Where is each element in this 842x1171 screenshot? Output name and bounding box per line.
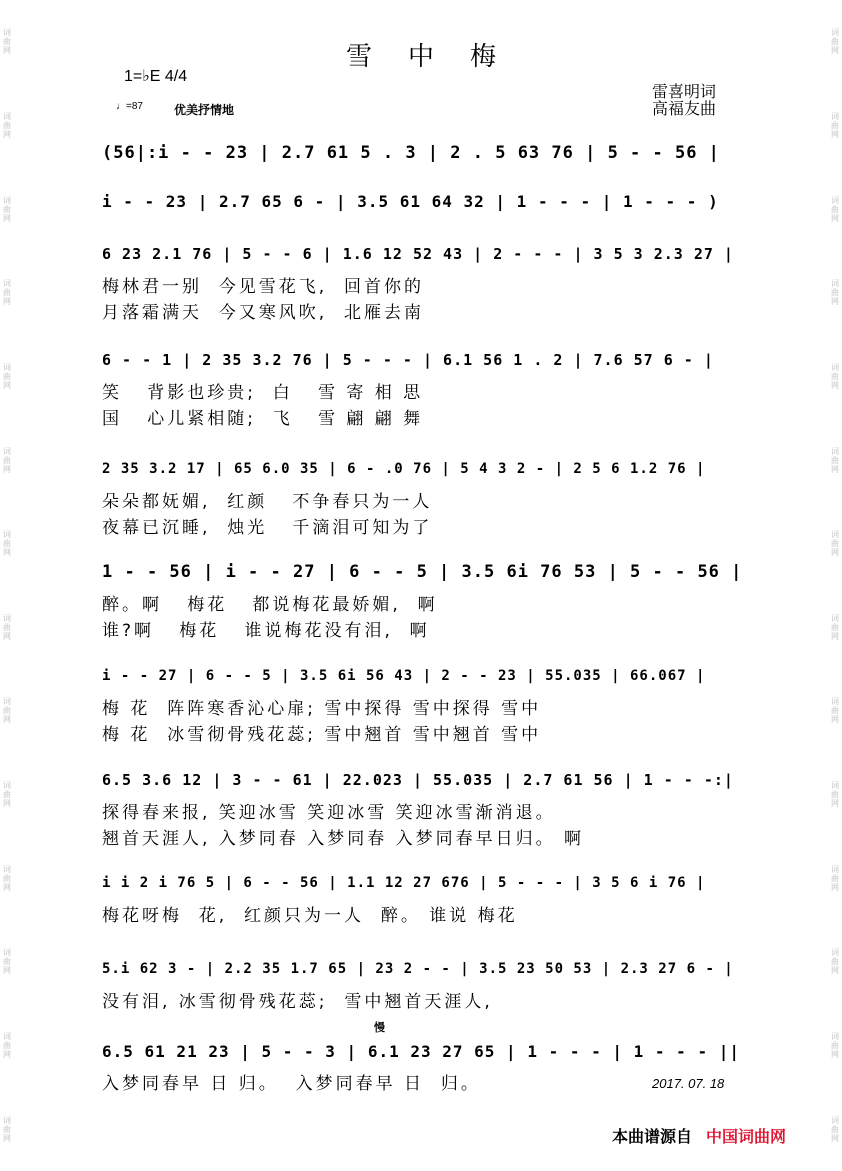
score-line <box>102 184 742 218</box>
lyric-row: 翘首天涯人, 入梦同春 入梦同春 入梦同春早日归。 啊 <box>102 828 585 849</box>
notation-row: 6.5 61 21 23 | 5 - - 3 | 6.1 23 27 65 | 1 - - - | 1 - - - || <box>102 1041 740 1061</box>
watermark-text: 词曲网 <box>831 948 839 976</box>
lyric-row: 入梦同春早 日 归。 入梦同春早 日 归。 <box>102 1073 481 1094</box>
notation-row: 6.5 3.6 12 | 3 - - 61 | 22.023 | 55.035 | 2.7 61 56 | 1 - - -:| <box>102 771 734 789</box>
key-signature: 1=♭E 4/4 <box>124 68 188 85</box>
tempo-marking: ♩=87 <box>116 101 143 112</box>
watermark-text: 词曲网 <box>831 1115 839 1143</box>
lyric-row: 梅花呀梅 花, 红颜只为一人 醉。 谁说 梅花 <box>102 905 518 926</box>
watermark-left <box>0 0 14 1171</box>
lyric-row: 谁?啊 梅花 谁说梅花没有泪, 啊 <box>102 620 430 641</box>
source-label: 本曲谱源自 <box>612 1127 693 1146</box>
notation-row: 6 23 2.1 76 | 5 - - 6 | 1.6 12 52 43 | 2 - - - | 3 5 3 2.3 27 | <box>102 245 734 263</box>
watermark-text: 词曲网 <box>3 781 11 809</box>
watermark-text: 词曲网 <box>3 446 11 474</box>
lyric-row: 梅 花 冰雪彻骨残花蕊; 雪中翘首 雪中翘首 雪中 <box>102 724 542 745</box>
watermark-text: 词曲网 <box>3 613 11 641</box>
score-line <box>102 659 742 745</box>
score-line <box>102 136 742 170</box>
notation-row: i - - 23 | 2.7 65 6 - | 3.5 61 64 32 | 1 - - - | 1 - - - ) <box>102 191 719 211</box>
lyric-row: 梅 花 阵阵寒香沁心扉; 雪中探得 雪中探得 雪中 <box>102 698 542 719</box>
notation-row: 1 - - 56 | i - - 27 | 6 - - 5 | 3.5 6i 76 53 | 5 - - 56 | <box>102 562 743 582</box>
watermark-text: 词曲网 <box>3 948 11 976</box>
lyric-row: 国 心儿紧相随; 飞 雪 翩 翩 舞 <box>102 408 424 429</box>
tempo-change-marking: 慢 <box>374 1021 385 1034</box>
lyric-row: 探得春来报, 笑迎冰雪 笑迎冰雪 笑迎冰雪渐消退。 <box>102 802 556 823</box>
score-line <box>102 952 742 1012</box>
lyric-row: 笑 背影也珍贵; 白 雪 寄 相 思 <box>102 382 424 403</box>
watermark-text: 词曲网 <box>831 362 839 390</box>
song-title: 雪中梅 <box>345 42 532 72</box>
lyric-row: 夜幕已沉睡, 烛光 千滴泪可知为了 <box>102 517 433 538</box>
watermark-right <box>828 0 842 1171</box>
notation-row: 5.i 62 3 - | 2.2 35 1.7 65 | 23 2 - - | 3.5 23 50 53 | 2.3 27 6 - | <box>102 961 734 977</box>
watermark-text: 词曲网 <box>3 111 11 139</box>
score-line <box>102 763 742 849</box>
watermark-text: 词曲网 <box>831 1032 839 1059</box>
score-line <box>102 866 742 926</box>
score-line <box>102 237 742 323</box>
watermark-text: 词曲网 <box>831 530 839 558</box>
watermark-text: 词曲网 <box>831 279 839 307</box>
watermark-text: 词曲网 <box>3 1115 11 1143</box>
watermark-text: 词曲网 <box>3 28 11 56</box>
score-line <box>102 452 742 538</box>
watermark-text: 词曲网 <box>3 697 11 725</box>
lyricist-credit: 雷喜明词 <box>652 82 717 101</box>
composer-credit: 高福友曲 <box>652 99 717 118</box>
lyric-row: 梅林君一别 今见雪花飞, 回首你的 <box>102 276 425 297</box>
source-site: 中国词曲网 <box>706 1127 787 1146</box>
watermark-text: 词曲网 <box>3 362 11 390</box>
source-credit <box>612 1124 786 1147</box>
notation-row: i - - 27 | 6 - - 5 | 3.5 6i 56 43 | 2 - - 23 | 55.035 | 66.067 | <box>102 668 706 684</box>
lyric-row: 月落霜满天 今又寒风吹, 北雁去南 <box>102 302 425 323</box>
expression-marking: 优美抒情地 <box>174 103 235 117</box>
watermark-text: 词曲网 <box>831 28 839 56</box>
watermark-text: 词曲网 <box>831 446 839 474</box>
watermark-text: 词曲网 <box>831 781 839 809</box>
watermark-text: 词曲网 <box>3 1032 11 1059</box>
lyric-row: 没有泪, 冰雪彻骨残花蕊; 雪中翘首天涯人, <box>102 991 493 1012</box>
watermark-text: 词曲网 <box>3 279 11 307</box>
notation-row: 2 35 3.2 17 | 65 6.0 35 | 6 - .0 76 | 5 4 3 2 - | 2 5 6 1.2 76 | <box>102 461 706 477</box>
watermark-text: 词曲网 <box>831 111 839 139</box>
notation-row: 6 - - 1 | 2 35 3.2 76 | 5 - - - | 6.1 56 1 . 2 | 7.6 57 6 - | <box>102 351 714 369</box>
watermark-text: 词曲网 <box>831 864 839 892</box>
score-line <box>102 555 742 641</box>
watermark-text: 词曲网 <box>831 613 839 641</box>
watermark-text: 词曲网 <box>3 864 11 892</box>
watermark-text: 词曲网 <box>3 195 11 223</box>
notation-row: i i 2 i 76 5 | 6 - - 56 | 1.1 12 27 676 | 5 - - - | 3 5 6 i 76 | <box>102 875 706 891</box>
date-stamp: 2017. 07. 18 <box>652 1076 725 1091</box>
score-line <box>102 343 742 429</box>
lyric-row: 朵朵都妩媚, 红颜 不争春只为一人 <box>102 491 433 512</box>
lyric-row: 醉。啊 梅花 都说梅花最娇媚, 啊 <box>102 594 438 615</box>
watermark-text: 词曲网 <box>831 195 839 223</box>
watermark-text: 词曲网 <box>3 530 11 558</box>
notation-row: (56|:i - - 23 | 2.7 61 5 . 3 | 2 . 5 63 76 | 5 - - 56 | <box>102 143 720 163</box>
score-line <box>102 1034 742 1094</box>
watermark-text: 词曲网 <box>831 697 839 725</box>
